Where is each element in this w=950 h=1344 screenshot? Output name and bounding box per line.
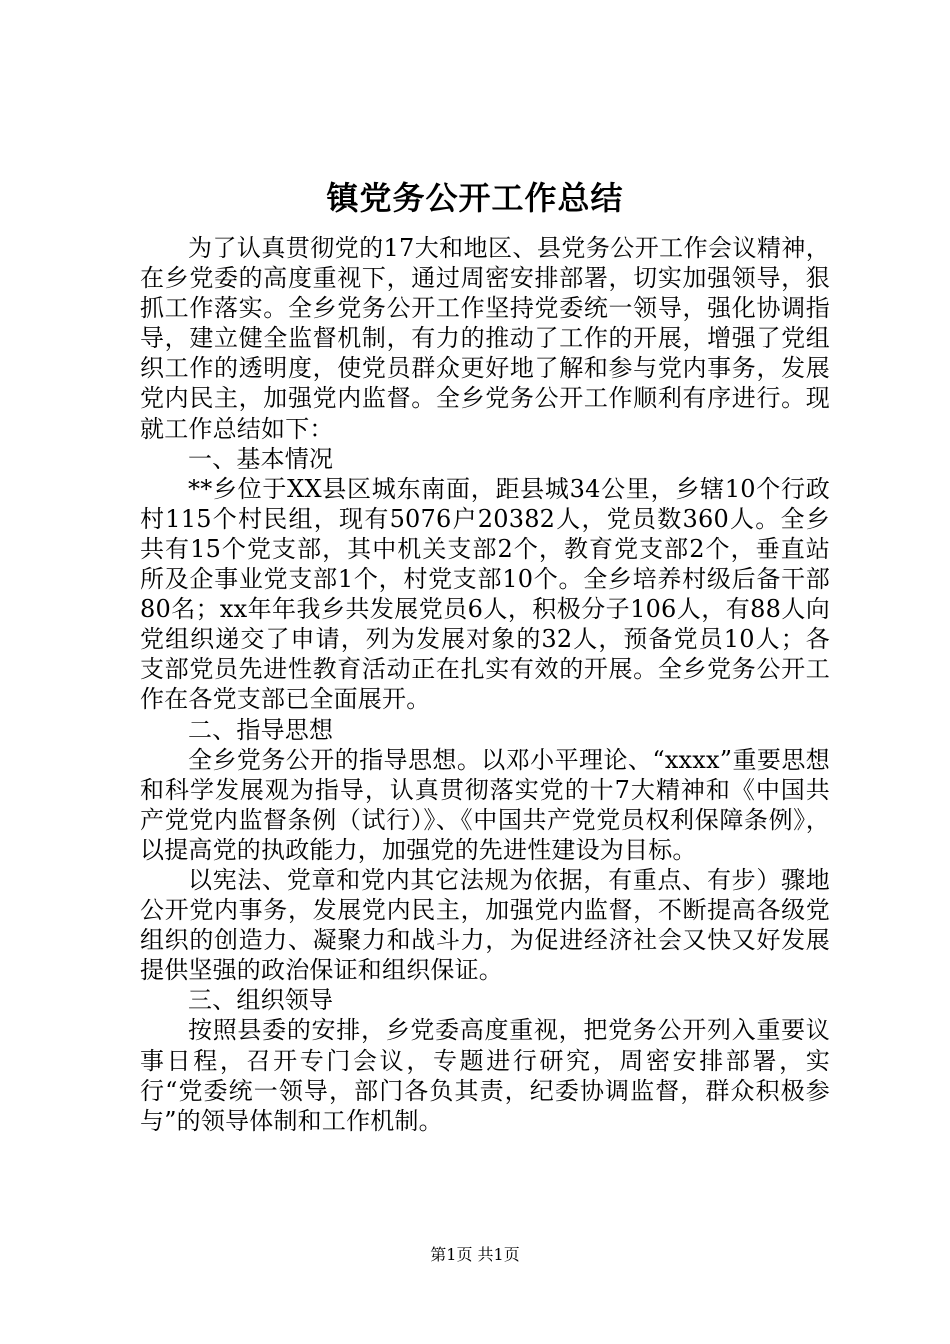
- section-heading-organization: 三、组织领导: [188, 986, 334, 1015]
- document-title: 镇党务公开工作总结: [326, 179, 624, 217]
- page-footer: 第1页 共1页: [430, 1245, 520, 1264]
- intro-paragraph: 为了认真贯彻党的17大和地区、县党务公开工作会议精神，在乡党委的高度重视下，通过周密安排部署，切实加强领导，狠抓工作落实。全乡党务公开工作坚持党委统一领导，强化协调指导，建立健全监督机制，有力的推动了工作的开展，增强了党组织工作的透明度，使党员群众更好地了解和参与党内事务，发展党内民主，加强党内监督。全乡党务公开工作顺利有序进行。现就工作总结如下：: [140, 234, 830, 443]
- section-heading-guiding-thought: 二、指导思想: [188, 715, 334, 744]
- guiding-basis-paragraph: 以宪法、党章和党内其它法规为依据，有重点、有步）骤地公开党内事务，发展党内民主，加强党内监督，不断提高各级党组织的创造力、凝聚力和战斗力，为促进经济社会又快又好发展提供坚强的政治保证和组织保证。: [140, 865, 830, 985]
- document-body: [140, 233, 830, 1136]
- basic-situation-paragraph: **乡位于XX县区城东南面，距县城34公里，乡辖10个行政村115个村民组，现有5076户20382人，党员数360人。全乡共有15个党支部，其中机关支部2个，教育党支部2个，垂直站所及企事业党支部1个，村党支部10个。全乡培养村级后备干部80名；xx年年我乡共发展党员6人，积极分子106人，有88人向党组织递交了申请，列为发展对象的32人，预备党员10人；各支部党员先进性教育活动正在扎实有效的开展。全乡党务公开工作在各党支部已全面展开。: [140, 474, 830, 714]
- guiding-thought-paragraph: 全乡党务公开的指导思想。以邓小平理论、“xxxx”重要思想和科学发展观为指导，认真贯彻落实党的十7大精神和《中国共产党党内监督条例（试行）》、《中国共产党党员权利保障条例》，以提高党的执政能力，加强党的先进性建设为目标。: [140, 745, 830, 864]
- organization-paragraph: 按照县委的安排，乡党委高度重视，把党务公开列入重要议事日程，召开专门会议，专题进行研究，周密安排部署，实行“党委统一领导，部门各负其责，纪委协调监督，群众积极参与”的领导体制和工作机制。: [140, 1016, 830, 1135]
- section-heading-basic-situation: 一、基本情况: [188, 444, 334, 473]
